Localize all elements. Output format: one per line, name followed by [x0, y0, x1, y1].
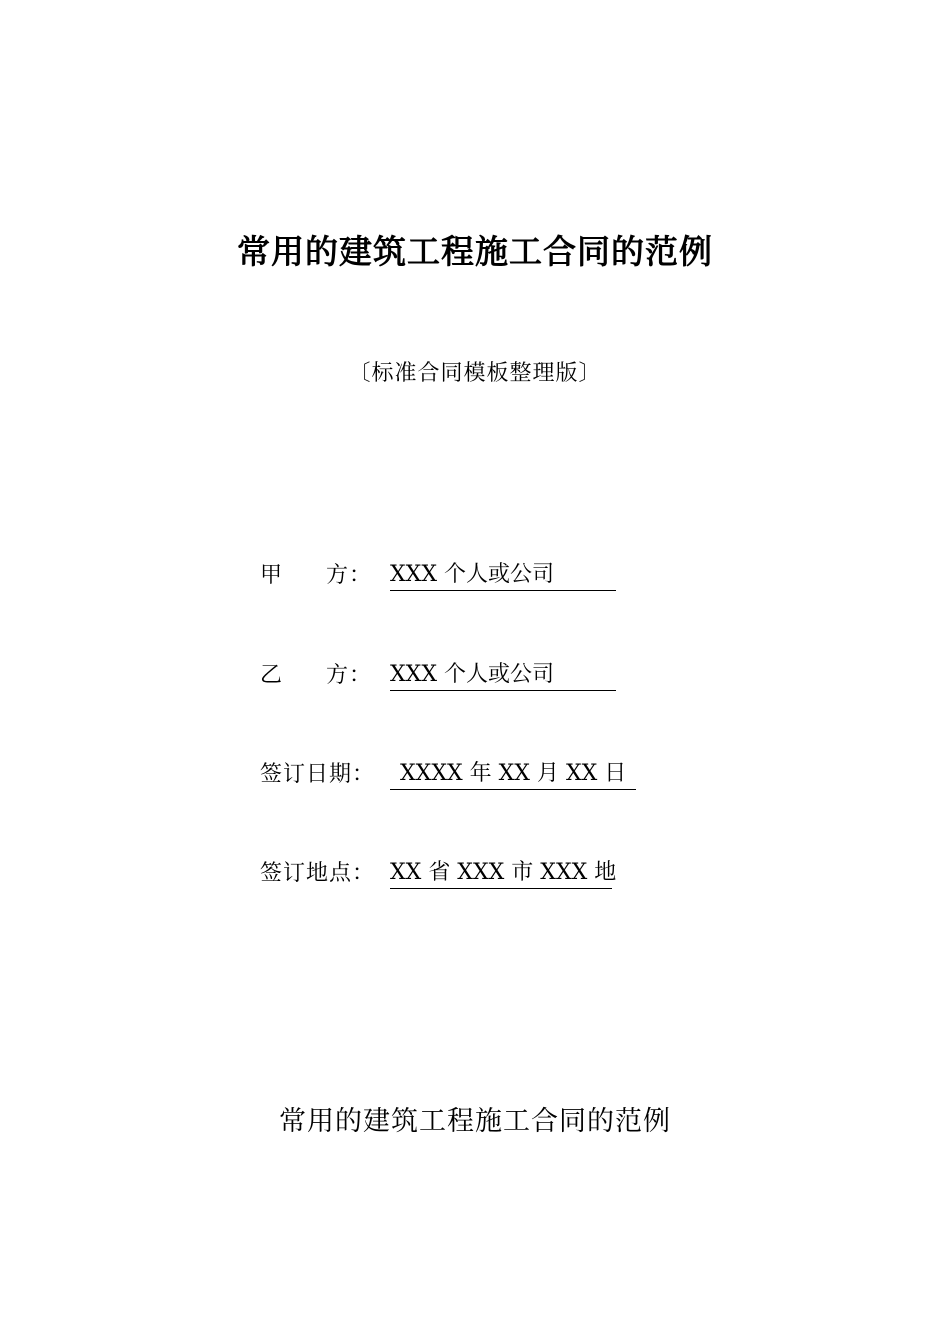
party-b-value: XXX 个人或公司	[390, 661, 616, 691]
sign-date-field	[260, 754, 636, 790]
party-b-label	[260, 661, 390, 691]
party-a-value: XXX 个人或公司	[390, 561, 616, 591]
sign-place-label: 签订地点：	[260, 861, 376, 886]
sign-date-label: 签订日期：	[260, 762, 376, 787]
sign-date-value: XXXX 年 XX 月 XX 日	[390, 760, 636, 790]
sign-place-value: XX 省 XXX 市 XXX 地	[390, 859, 612, 889]
party-a-field	[260, 555, 616, 591]
sign-place-field	[260, 853, 617, 889]
party-b-field	[260, 655, 616, 691]
section-title: 常用的建筑工程施工合同的范例	[279, 1106, 671, 1137]
document-subtitle: 〔标准合同模板整理版〕	[348, 361, 602, 386]
party-a-label-suffix: 方：	[325, 563, 372, 588]
party-a-label-char: 甲	[260, 563, 284, 588]
document-title: 常用的建筑工程施工合同的范例	[237, 232, 713, 271]
party-b-label-suffix: 方：	[325, 663, 372, 688]
party-a-label	[260, 561, 390, 591]
party-b-label-char: 乙	[260, 663, 284, 688]
